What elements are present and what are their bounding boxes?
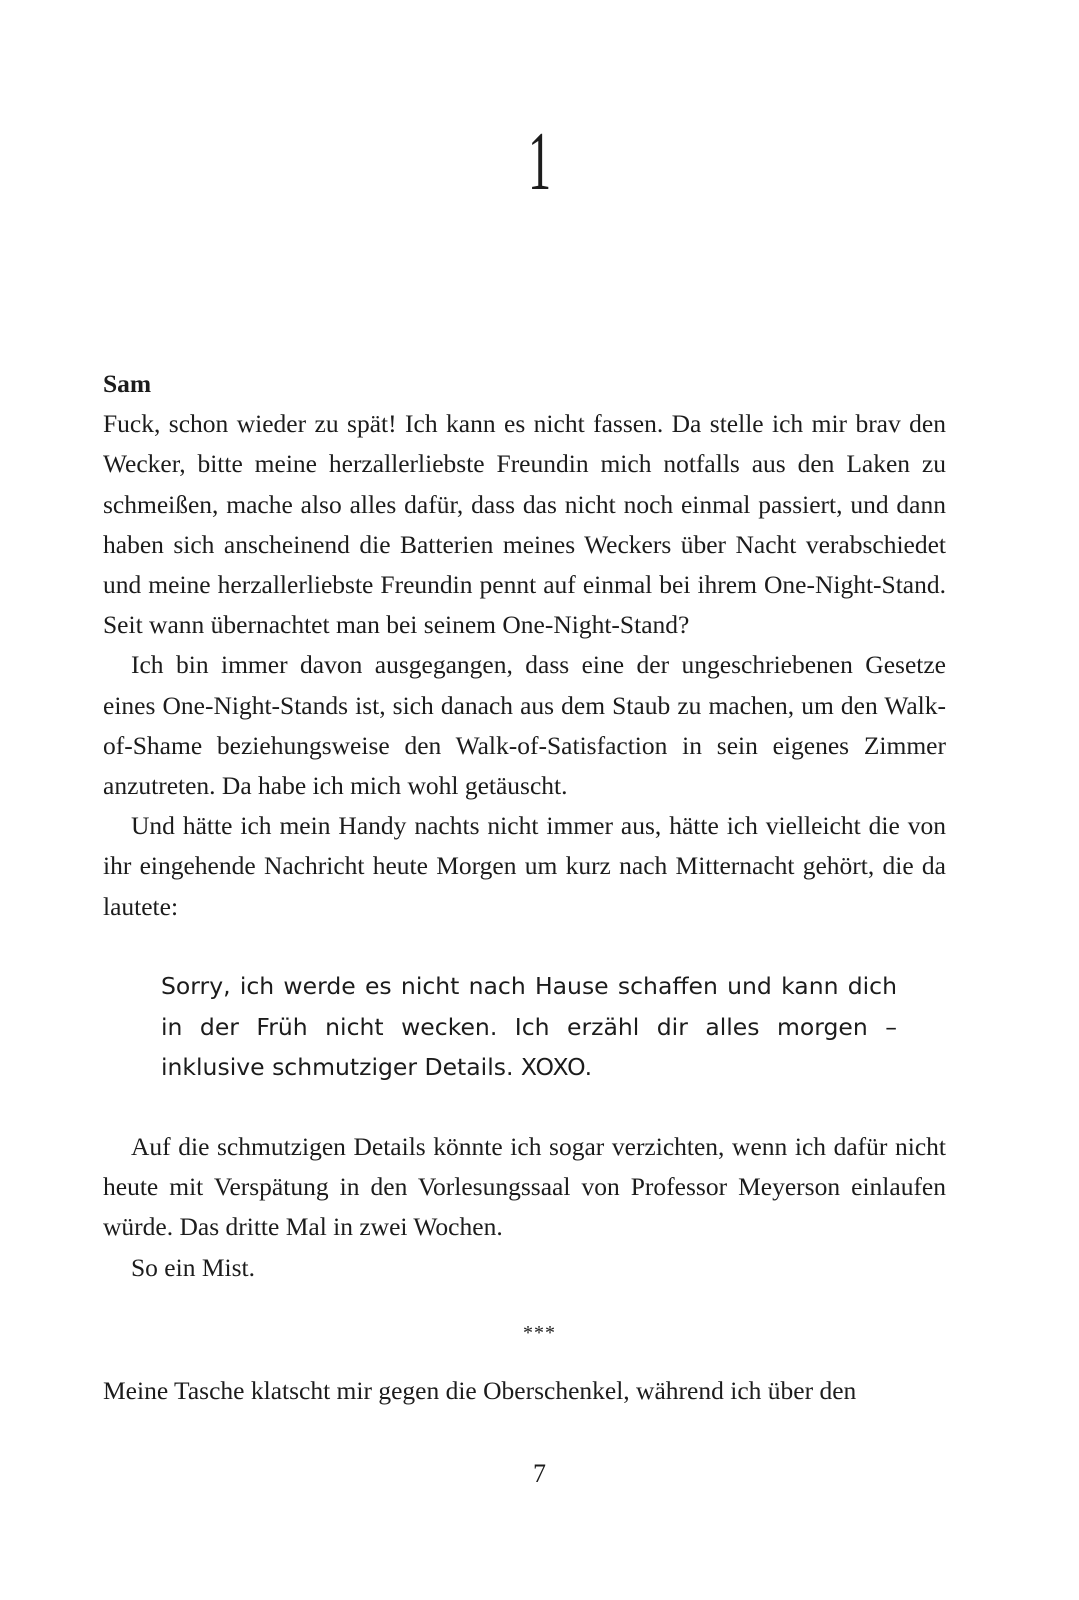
text-message-body: Sorry, ich werde es nicht nach Hause schaffen und kann dich in der Früh nicht wecken. Ich erzähl dir alles morgen – inklusive schmutziger Details. XOXO. [161,972,897,1081]
paragraph-1: Fuck, schon wieder zu spät! Ich kann es nicht fassen. Da stelle ich mir brav den Wecker, bitte meine herzallerliebste Freundin mich notfalls aus den Laken zu schmeißen, mache also alles dafür, dass das nicht noch einmal passiert, und dann haben sich anscheinend die Batterien meines Weckers über Nacht verabschiedet und meine herzallerliebste Freundin pennt auf einmal bei ihrem One-Night-Stand. Seit wann übernachtet man bei seinem One-Night-Stand? [103,409,946,640]
text-section-after-break [103,1371,946,1411]
text-section-bottom [103,1127,946,1288]
page-number: 7 [533,1459,546,1488]
paragraph-6: Meine Tasche klatscht mir gegen die Oberschenkel, während ich über den [103,1376,857,1405]
text-section-top [103,364,946,927]
scene-break: *** [523,1322,556,1344]
text-message-quote [161,966,897,1088]
chapter-number: 1 [527,115,552,208]
paragraph-5: So ein Mist. [131,1252,255,1282]
paragraph-3: Und hätte ich mein Handy nachts nicht immer aus, hätte ich vielleicht die von ihr eingehende Nachricht heute Morgen um kurz nach Mitternacht gehört, die da lautete: [103,811,946,921]
narrator-heading: Sam [103,369,152,398]
paragraph-4: Auf die schmutzigen Details könnte ich sogar verzichten, wenn ich dafür nicht heute mit Verspätung in den Vorlesungssaal von Professor Meyerson einlaufen würde. Das dritte Mal in zwei Wochen. [103,1132,946,1242]
paragraph-2: Ich bin immer davon ausgegangen, dass eine der ungeschriebenen Gesetze eines One-Night-Stands ist, sich danach aus dem Staub zu machen, um den Walk-of-Shame beziehungsweise den Walk-of-Satisfaction in sein eigenes Zimmer anzutreten. Da habe ich mich wohl getäuscht. [103,650,946,801]
